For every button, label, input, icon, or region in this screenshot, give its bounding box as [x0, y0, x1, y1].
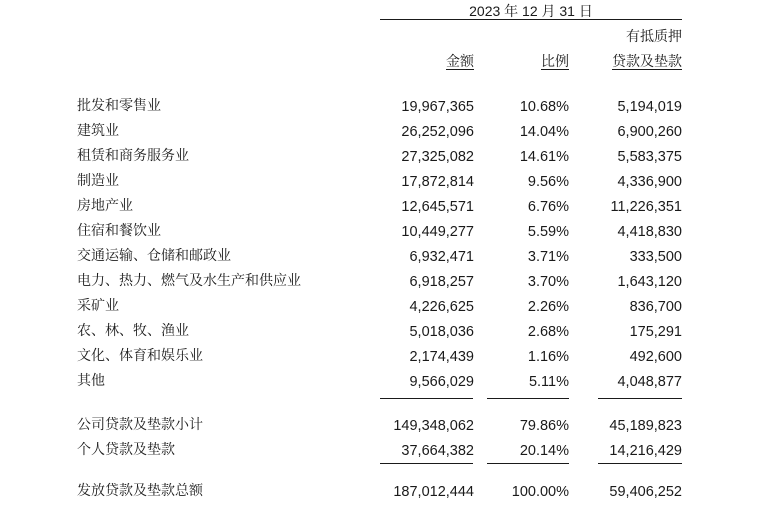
subtotal-rule-ratio [487, 398, 569, 399]
row-label: 批发和零售业 [77, 98, 161, 114]
personal-loans-ratio: 20.14% [519, 443, 569, 459]
row-secured: 4,418,830 [617, 224, 682, 240]
row-ratio: 14.61% [519, 149, 569, 165]
row-label: 住宿和餐饮业 [77, 223, 161, 239]
row-ratio: 9.56% [527, 174, 569, 190]
row-label: 采矿业 [77, 298, 119, 314]
row-secured: 1,643,120 [617, 274, 682, 290]
row-ratio: 3.70% [527, 274, 569, 290]
corporate-subtotal-amount: 149,348,062 [393, 418, 474, 434]
row-secured: 6,900,260 [617, 124, 682, 140]
row-amount: 6,918,257 [409, 274, 474, 290]
corporate-subtotal-ratio: 79.86% [519, 418, 569, 434]
row-amount: 17,872,814 [401, 174, 474, 190]
row-ratio: 2.68% [527, 324, 569, 340]
row-secured: 836,700 [629, 299, 682, 315]
row-amount: 12,645,571 [401, 199, 474, 215]
row-amount: 19,967,365 [401, 99, 474, 115]
row-ratio: 5.11% [528, 374, 569, 390]
grand-total-label: 发放贷款及垫款总额 [77, 483, 203, 499]
personal-loans-amount: 37,664,382 [401, 443, 474, 459]
personal-loans-secured: 14,216,429 [609, 443, 682, 459]
row-secured: 333,500 [629, 249, 682, 265]
row-ratio: 2.26% [527, 299, 569, 315]
subtotal-rule-secured [598, 398, 682, 399]
row-secured: 5,583,375 [617, 149, 682, 165]
row-ratio: 5.59% [527, 224, 569, 240]
row-label: 交通运输、仓储和邮政业 [77, 248, 231, 264]
row-amount: 27,325,082 [401, 149, 474, 165]
total-rule-amount [380, 463, 473, 464]
row-label: 制造业 [77, 173, 119, 189]
row-label: 电力、热力、燃气及水生产和供应业 [77, 273, 301, 289]
grand-total-secured: 59,406,252 [609, 484, 682, 500]
row-secured: 492,600 [629, 349, 682, 365]
total-rule-ratio [487, 463, 569, 464]
row-secured: 4,048,877 [617, 374, 682, 390]
subtotal-rule-amount [380, 398, 473, 399]
grand-total-ratio: 100.00% [511, 484, 569, 500]
row-amount: 6,932,471 [409, 249, 474, 265]
corporate-subtotal-label: 公司贷款及垫款小计 [77, 417, 203, 433]
row-ratio: 10.68% [519, 99, 569, 115]
row-amount: 26,252,096 [401, 124, 474, 140]
row-amount: 10,449,277 [401, 224, 474, 240]
row-ratio: 1.16% [527, 349, 569, 365]
grand-total-amount: 187,012,444 [393, 484, 474, 500]
row-ratio: 6.76% [527, 199, 569, 215]
row-label: 建筑业 [77, 123, 119, 139]
ratio-column-header: 比例 [541, 54, 569, 70]
row-label: 其他 [77, 373, 105, 389]
row-ratio: 3.71% [527, 249, 569, 265]
row-amount: 4,226,625 [409, 299, 474, 315]
header-rule [380, 19, 682, 20]
row-secured: 11,226,351 [610, 199, 682, 215]
row-ratio: 14.04% [519, 124, 569, 140]
row-secured: 5,194,019 [617, 99, 682, 115]
row-label: 租赁和商务服务业 [77, 148, 189, 164]
row-secured: 4,336,900 [617, 174, 682, 190]
total-rule-secured [598, 463, 682, 464]
row-amount: 5,018,036 [409, 324, 474, 340]
amount-column-header: 金额 [446, 54, 474, 70]
secured-header-line1: 有抵质押 [626, 29, 682, 45]
row-label: 房地产业 [77, 198, 133, 214]
personal-loans-label: 个人贷款及垫款 [77, 442, 175, 458]
secured-column-header: 贷款及垫款 [612, 54, 682, 70]
row-label: 农、林、牧、渔业 [77, 323, 189, 339]
row-amount: 2,174,439 [409, 349, 474, 365]
row-label: 文化、体育和娱乐业 [77, 348, 203, 364]
corporate-subtotal-secured: 45,189,823 [609, 418, 682, 434]
period-date-header: 2023 年 12 月 31 日 [469, 3, 593, 19]
row-amount: 9,566,029 [409, 374, 474, 390]
row-secured: 175,291 [629, 324, 682, 340]
